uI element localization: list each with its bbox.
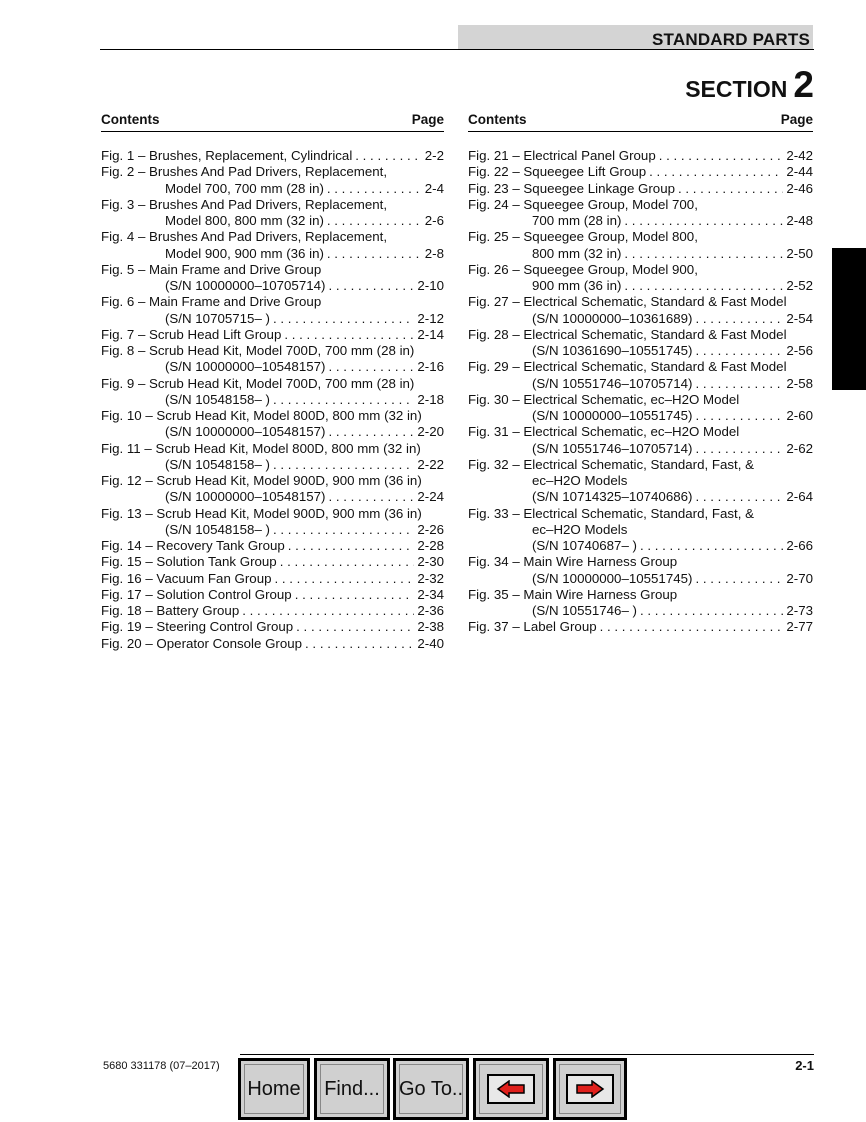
dot-leader: [624, 278, 783, 294]
toc-entry-line: [468, 473, 813, 489]
toc-entry-page: 2-6: [424, 213, 444, 228]
toc-entry-last-line: [101, 359, 444, 375]
dot-leader: [624, 246, 783, 262]
dot-leader: [327, 246, 422, 262]
toc-entry-last-line: [468, 213, 813, 229]
toc-entry-last-line: [101, 278, 444, 294]
toc-entry[interactable]: [468, 164, 813, 180]
toc-entry-title: Fig. 1 – Brushes, Replacement, Cylindrical: [101, 148, 353, 163]
dot-leader: [659, 148, 784, 164]
toc-entry[interactable]: [101, 343, 444, 376]
toc-entry-line: [101, 506, 444, 522]
dot-leader: [695, 311, 783, 327]
dot-leader: [328, 424, 414, 440]
toc-entry[interactable]: [468, 359, 813, 392]
toc-entry-last-line: [468, 489, 813, 505]
toc-entry[interactable]: [101, 408, 444, 441]
contents-column-left: [101, 112, 444, 652]
dot-leader: [284, 327, 414, 343]
toc-entry-continuation: (S/N 10548158– ): [165, 456, 270, 472]
toc-entry-page: 2-70: [786, 570, 813, 586]
toc-entry-page: 2-77: [786, 619, 813, 635]
toc-entry-line: [468, 197, 813, 213]
toc-entry-page: 2-8: [424, 245, 444, 261]
toc-entry-title: Fig. 15 – Solution Tank Group: [101, 554, 277, 570]
toc-entry-line: [468, 424, 813, 440]
toc-entry-continuation: Model 800, 800 mm (32 in): [165, 213, 324, 228]
toc-entry-page: 2-24: [417, 489, 444, 505]
toc-entry-page: 2-20: [417, 424, 444, 440]
toc-entry[interactable]: [101, 554, 444, 570]
toc-entry[interactable]: [101, 571, 444, 587]
toc-entry-continuation: (S/N 10740687– ): [532, 538, 637, 553]
dot-leader: [273, 457, 414, 473]
toc-entry-last-line: [468, 278, 813, 294]
toc-entry-title: Fig. 26 – Squeegee Group, Model 900,: [468, 261, 698, 277]
header-rule: [100, 49, 814, 50]
toc-entry-line: [468, 392, 813, 408]
dot-leader: [295, 587, 415, 603]
toc-entry-last-line: [468, 603, 813, 619]
toc-entry-line: [468, 294, 813, 310]
toc-entry-last-line: [101, 457, 444, 473]
toc-entry-title: Fig. 25 – Squeegee Group, Model 800,: [468, 229, 698, 245]
toc-entry-title: Fig. 27 – Electrical Schematic, Standard & Fast Model: [468, 294, 787, 310]
contents-label: Contents: [468, 112, 527, 127]
toc-list-left: [101, 148, 444, 652]
dot-leader: [640, 603, 783, 619]
toc-entry-page: 2-22: [417, 456, 444, 472]
dot-leader: [355, 148, 422, 164]
toc-entry-continuation: (S/N 10000000–10548157): [165, 359, 326, 375]
toc-entry-last-line: [468, 148, 813, 164]
dot-leader: [327, 213, 422, 229]
contents-label: Contents: [101, 112, 160, 127]
toc-entry-title: Fig. 5 – Main Frame and Drive Group: [101, 261, 322, 277]
toc-entry-line: [101, 262, 444, 278]
toc-entry-line: [468, 522, 813, 538]
toc-entry-title: Fig. 8 – Scrub Head Kit, Model 700D, 700 mm (28 in): [101, 343, 415, 358]
toc-entry[interactable]: [468, 229, 813, 262]
dot-leader: [695, 489, 783, 505]
toc-entry-last-line: [468, 181, 813, 197]
toc-entry-page: 2-46: [786, 180, 813, 196]
toc-entry[interactable]: [468, 619, 813, 635]
toc-entry-page: 2-64: [786, 489, 813, 505]
toc-entry[interactable]: [468, 181, 813, 197]
toc-entry-line: [468, 587, 813, 603]
toc-entry-last-line: [101, 587, 444, 603]
toc-entry-page: 2-32: [417, 570, 444, 586]
dot-leader: [624, 213, 783, 229]
toc-entry[interactable]: [101, 473, 444, 506]
toc-entry-continuation: Model 700, 700 mm (28 in): [165, 180, 324, 196]
toc-entry-line: [468, 359, 813, 375]
toc-entry[interactable]: [468, 392, 813, 425]
toc-entry-last-line: [468, 408, 813, 424]
dot-leader: [296, 619, 414, 635]
dot-leader: [600, 619, 784, 635]
toc-entry-last-line: [468, 376, 813, 392]
toc-entry-line: [101, 343, 444, 359]
toc-entry[interactable]: [101, 197, 444, 230]
toc-entry-line: [101, 473, 444, 489]
toc-entry-last-line: [101, 148, 444, 164]
toc-entry-continuation: (S/N 10000000–10361689): [532, 310, 693, 326]
toc-entry-last-line: [468, 441, 813, 457]
toc-entry-title: Fig. 3 – Brushes And Pad Drivers, Replacement,: [101, 196, 388, 212]
toc-entry-title: Fig. 19 – Steering Control Group: [101, 619, 294, 635]
toc-entry-title: Fig. 21 – Electrical Panel Group: [468, 148, 656, 163]
toc-entry[interactable]: [468, 506, 813, 555]
page-label: Page: [780, 112, 813, 127]
toc-entry[interactable]: [468, 327, 813, 360]
dot-leader: [288, 538, 415, 554]
contents-column-right: [468, 112, 813, 636]
toc-entry-page: 2-10: [417, 278, 444, 293]
doc-number: 5680 331178 (07–2017): [103, 1060, 220, 1072]
dot-leader: [305, 636, 414, 652]
toc-entry-last-line: [101, 246, 444, 262]
toc-entry-page: 2-50: [786, 245, 813, 261]
toc-entry-title: Fig. 12 – Scrub Head Kit, Model 900D, 900 mm (36 in): [101, 473, 422, 488]
toc-entry-page: 2-38: [417, 619, 444, 635]
toc-entry-title: Fig. 10 – Scrub Head Kit, Model 800D, 800 mm (32 in): [101, 408, 422, 423]
toc-entry[interactable]: [101, 294, 444, 327]
toc-entry-page: 2-34: [417, 586, 444, 602]
toc-entry-page: 2-2: [424, 148, 444, 163]
toc-entry[interactable]: [101, 538, 444, 554]
toc-entry[interactable]: [468, 262, 813, 295]
dot-leader: [695, 343, 783, 359]
toc-entry[interactable]: [101, 506, 444, 539]
toc-entry-continuation: (S/N 10551746–10705714): [532, 440, 693, 456]
dot-leader: [640, 538, 783, 554]
right-arrow-icon: [566, 1074, 614, 1104]
toc-entry-last-line: [101, 327, 444, 343]
toc-entry-line: [468, 229, 813, 245]
toc-entry-last-line: [468, 343, 813, 359]
toc-entry-last-line: [101, 213, 444, 229]
toc-entry-last-line: [468, 246, 813, 262]
dot-leader: [695, 441, 783, 457]
toc-entry-page: 2-44: [786, 164, 813, 180]
toc-entry-page: 2-48: [786, 213, 813, 228]
previous-page-button[interactable]: [473, 1058, 549, 1120]
dot-leader: [273, 311, 414, 327]
toc-entry-last-line: [101, 392, 444, 408]
left-arrow-icon: [487, 1074, 535, 1104]
header-title: STANDARD PARTS: [652, 30, 810, 49]
toc-entry-continuation: (S/N 10551746– ): [532, 603, 637, 618]
toc-entry-page: 2-30: [417, 554, 444, 570]
toc-entry-title: Fig. 11 – Scrub Head Kit, Model 800D, 800 mm (32 in): [101, 440, 421, 456]
toc-entry-page: 2-18: [417, 391, 444, 407]
toc-entry[interactable]: [468, 424, 813, 457]
toc-entry-title: Fig. 20 – Operator Console Group: [101, 635, 303, 651]
toc-entry-line: [468, 554, 813, 570]
toc-entry-title: Fig. 16 – Vacuum Fan Group: [101, 570, 272, 586]
dot-leader: [328, 489, 414, 505]
toc-entry-title: Fig. 31 – Electrical Schematic, ec–H2O Model: [468, 424, 740, 440]
dot-leader: [328, 359, 414, 375]
toc-entry-title: Fig. 35 – Main Wire Harness Group: [468, 586, 678, 602]
toc-entry-continuation: 900 mm (36 in): [532, 278, 622, 293]
toc-entry-last-line: [101, 522, 444, 538]
toc-entry-title: Fig. 37 – Label Group: [468, 619, 597, 635]
toc-entry-title: Fig. 32 – Electrical Schematic, Standard, Fast, &: [468, 456, 755, 472]
dot-leader: [242, 603, 414, 619]
toc-entry-title: Fig. 33 – Electrical Schematic, Standard, Fast, &: [468, 505, 755, 521]
toc-entry-title: Fig. 29 – Electrical Schematic, Standard & Fast Model: [468, 359, 787, 375]
dot-leader: [274, 571, 414, 587]
toc-entry-title: Fig. 9 – Scrub Head Kit, Model 700D, 700 mm (28 in): [101, 375, 415, 391]
dot-leader: [328, 278, 414, 294]
toc-entry-page: 2-36: [417, 603, 444, 618]
toc-entry-line: [101, 294, 444, 310]
toc-entry-continuation: ec–H2O Models: [532, 473, 628, 488]
toc-entry[interactable]: [101, 441, 444, 474]
toc-entry-last-line: [101, 619, 444, 635]
toc-entry-page: 2-12: [417, 310, 444, 326]
toc-entry-page: 2-40: [417, 635, 444, 651]
toc-entry-title: Fig. 30 – Electrical Schematic, ec–H2O Model: [468, 391, 740, 407]
toc-entry-page: 2-54: [786, 310, 813, 326]
toc-entry[interactable]: [101, 164, 444, 197]
dot-leader: [649, 164, 783, 180]
toc-entry-page: 2-62: [786, 440, 813, 456]
toc-entry-continuation: (S/N 10000000–10705714): [165, 278, 326, 293]
toc-entry-line: [101, 441, 444, 457]
toc-entry-title: Fig. 13 – Scrub Head Kit, Model 900D, 900 mm (36 in): [101, 505, 422, 521]
toc-entry-continuation: (S/N 10548158– ): [165, 391, 270, 407]
toc-entry-last-line: [468, 619, 813, 635]
toc-entry[interactable]: [468, 587, 813, 620]
dot-leader: [695, 408, 783, 424]
toc-entry-last-line: [101, 181, 444, 197]
toc-entry-page: 2-4: [424, 180, 444, 196]
toc-entry-title: Fig. 2 – Brushes And Pad Drivers, Replacement,: [101, 164, 388, 180]
toc-entry-line: [468, 506, 813, 522]
section-number: 2: [793, 64, 814, 105]
toc-entry-line: [468, 327, 813, 343]
toc-entry-title: Fig. 14 – Recovery Tank Group: [101, 538, 285, 553]
toc-entry-page: 2-14: [417, 326, 444, 342]
toc-entry-title: Fig. 4 – Brushes And Pad Drivers, Replacement,: [101, 229, 388, 245]
toc-entry-page: 2-42: [786, 148, 813, 163]
toc-entry-last-line: [101, 554, 444, 570]
dot-leader: [695, 571, 783, 587]
find-button[interactable]: [314, 1058, 390, 1120]
home-button[interactable]: [238, 1058, 310, 1120]
toc-entry-line: [468, 457, 813, 473]
toc-entry-page: 2-60: [786, 408, 813, 423]
toc-entry-last-line: [101, 311, 444, 327]
toc-entry-last-line: [101, 424, 444, 440]
toc-entry-continuation: ec–H2O Models: [532, 521, 628, 537]
goto-button[interactable]: [393, 1058, 469, 1120]
toc-entry-last-line: [101, 571, 444, 587]
toc-entry[interactable]: [468, 294, 813, 327]
toc-entry-last-line: [101, 603, 444, 619]
home-button-label: Home: [247, 1077, 301, 1100]
dot-leader: [678, 181, 783, 197]
toc-entry-page: 2-66: [786, 538, 813, 553]
dot-leader: [273, 392, 414, 408]
toc-entry-continuation: (S/N 10000000–10551745): [532, 408, 693, 423]
toc-entry-continuation: (S/N 10714325–10740686): [532, 489, 693, 505]
toc-entry-continuation: (S/N 10000000–10548157): [165, 424, 326, 440]
toc-entry-title: Fig. 23 – Squeegee Linkage Group: [468, 180, 675, 196]
section-thumb-tab: [832, 248, 866, 390]
toc-entry-page: 2-28: [417, 538, 444, 553]
toc-entry-last-line: [468, 311, 813, 327]
dot-leader: [280, 554, 415, 570]
toc-entry[interactable]: [101, 262, 444, 295]
toc-entry[interactable]: [101, 376, 444, 409]
toc-entry-line: [101, 229, 444, 245]
toc-entry-page: 2-73: [786, 603, 813, 618]
toc-entry-page: 2-56: [786, 343, 813, 358]
page-number: 2-1: [795, 1058, 814, 1073]
toc-entry[interactable]: [101, 603, 444, 619]
toc-entry-title: Fig. 22 – Squeegee Lift Group: [468, 164, 647, 180]
toc-entry-title: Fig. 28 – Electrical Schematic, Standard & Fast Model: [468, 326, 787, 342]
toc-entry[interactable]: [101, 636, 444, 652]
toc-entry-line: [101, 197, 444, 213]
toc-entry-page: 2-52: [786, 278, 813, 293]
goto-button-label: Go To..: [398, 1077, 464, 1100]
toc-entry-page: 2-58: [786, 375, 813, 391]
toc-entry-last-line: [101, 489, 444, 505]
toc-entry-last-line: [468, 538, 813, 554]
contents-header-left: [101, 112, 444, 132]
toc-entry-title: Fig. 34 – Main Wire Harness Group: [468, 554, 678, 570]
toc-entry-line: [101, 164, 444, 180]
toc-entry-continuation: Model 900, 900 mm (36 in): [165, 245, 324, 261]
toc-entry-last-line: [468, 571, 813, 587]
footer-rule: [240, 1054, 814, 1055]
toc-entry-title: Fig. 24 – Squeegee Group, Model 700,: [468, 196, 698, 212]
toc-entry-last-line: [101, 636, 444, 652]
section-title: [685, 64, 814, 106]
contents-header-right: [468, 112, 813, 132]
toc-entry-page: 2-16: [417, 359, 444, 375]
toc-entry-title: Fig. 7 – Scrub Head Lift Group: [101, 326, 282, 342]
toc-entry[interactable]: [468, 148, 813, 164]
toc-entry-continuation: (S/N 10000000–10548157): [165, 489, 326, 505]
dot-leader: [695, 376, 783, 392]
toc-entry[interactable]: [468, 554, 813, 587]
toc-entry-last-line: [101, 538, 444, 554]
toc-entry-continuation: 800 mm (32 in): [532, 245, 622, 261]
toc-entry-title: Fig. 17 – Solution Control Group: [101, 586, 292, 602]
toc-entry[interactable]: [468, 457, 813, 506]
toc-list-right: [468, 148, 813, 636]
toc-entry-line: [101, 376, 444, 392]
dot-leader: [273, 522, 414, 538]
toc-entry-page: 2-26: [417, 521, 444, 537]
find-button-label: Find...: [324, 1077, 380, 1100]
toc-entry[interactable]: [101, 619, 444, 635]
toc-entry-continuation: (S/N 10000000–10551745): [532, 570, 693, 586]
page-label: Page: [411, 112, 444, 127]
toc-entry-title: Fig. 6 – Main Frame and Drive Group: [101, 294, 322, 310]
section-word: SECTION: [685, 76, 788, 102]
toc-entry[interactable]: [101, 148, 444, 164]
toc-entry-continuation: (S/N 10551746–10705714): [532, 375, 693, 391]
next-page-button[interactable]: [553, 1058, 627, 1120]
toc-entry-continuation: (S/N 10361690–10551745): [532, 343, 693, 358]
toc-entry-line: [101, 408, 444, 424]
toc-entry[interactable]: [468, 197, 813, 230]
toc-entry-last-line: [468, 164, 813, 180]
toc-entry[interactable]: [101, 587, 444, 603]
toc-entry-continuation: (S/N 10705715– ): [165, 310, 270, 326]
toc-entry-title: Fig. 18 – Battery Group: [101, 603, 240, 618]
toc-entry-continuation: (S/N 10548158– ): [165, 521, 270, 537]
toc-entry-line: [468, 262, 813, 278]
toc-entry[interactable]: [101, 327, 444, 343]
dot-leader: [327, 181, 422, 197]
toc-entry[interactable]: [101, 229, 444, 262]
toc-entry-continuation: 700 mm (28 in): [532, 213, 622, 228]
